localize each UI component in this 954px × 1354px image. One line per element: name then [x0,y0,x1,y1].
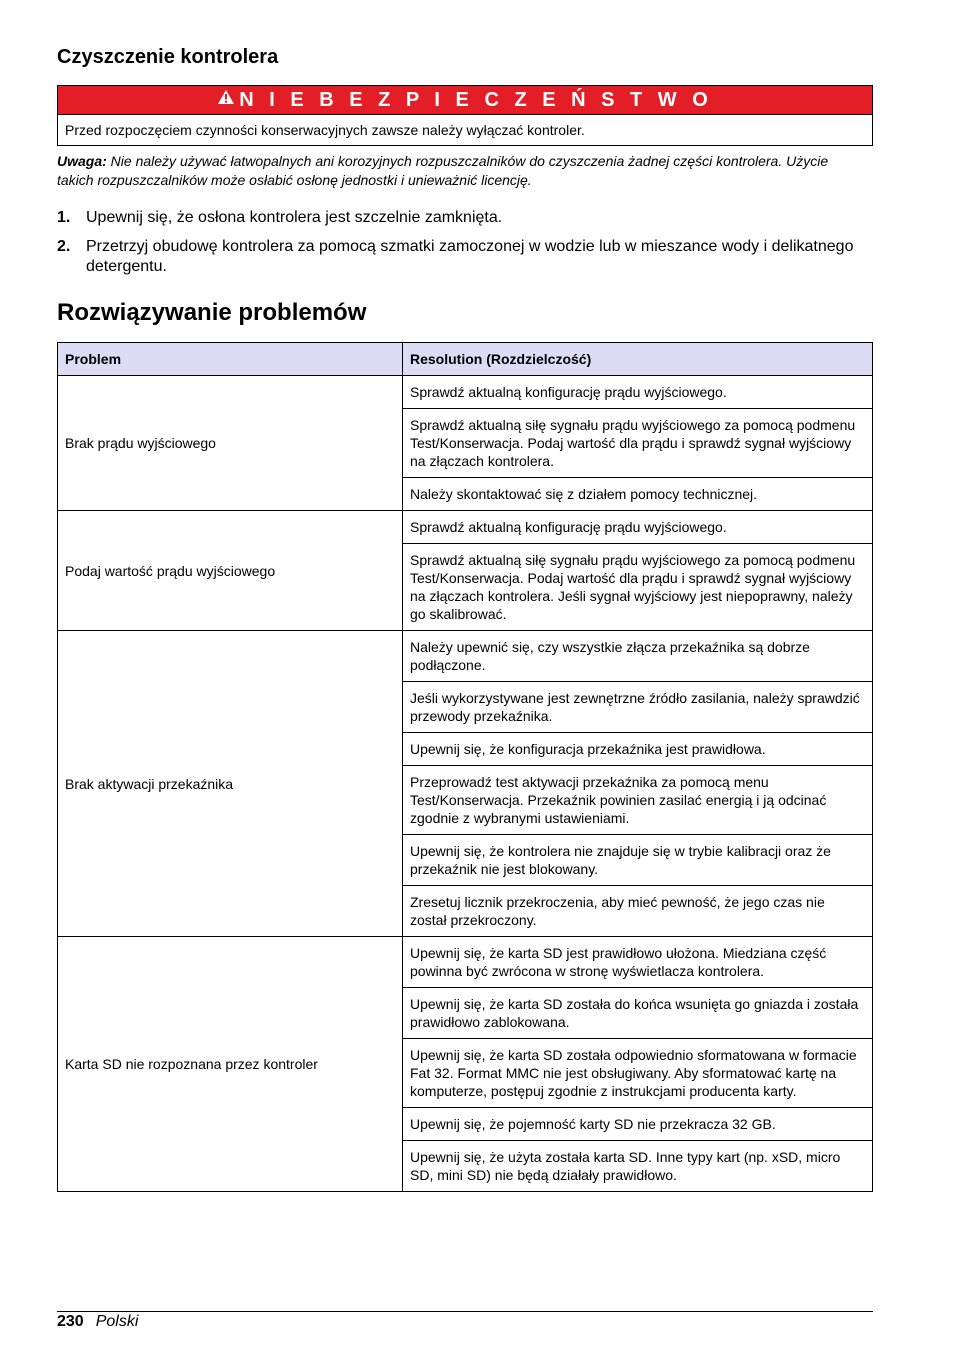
step-item [57,208,857,228]
resolution-cell: Należy skontaktować się z działem pomocy technicznej. [403,478,873,511]
resolution-cell: Przeprowadź test aktywacji przekaźnika za pomocą menu Test/Konserwacja. Przekaźnik powinien zasilać energią i ją odcinać zgodnie z wybranymi ustawieniami. [403,766,873,835]
resolution-cell: Należy upewnić się, czy wszystkie złącza przekaźnika są dobrze podłączone. [403,631,873,682]
problem-cell: Brak aktywacji przekaźnika [58,631,403,937]
resolution-cell: Upewnij się, że kontrolera nie znajduje się w trybie kalibracji oraz że przekaźnik nie jest blokowany. [403,835,873,886]
section-title-troubleshooting: Rozwiązywanie problemów [57,299,367,326]
resolution-cell: Jeśli wykorzystywane jest zewnętrzne źródło zasilania, należy sprawdzić przewody przekaźnika. [403,682,873,733]
note-label: Uwaga: [57,153,107,169]
problem-cell: Podaj wartość prądu wyjściowego [58,511,403,631]
note-text: Nie należy używać łatwopalnych ani korozyjnych rozpuszczalników do czyszczenia żadnej części kontrolera. Użycie takich rozpuszczalników może osłabić osłonę jednostki i unieważnić licencję. [57,153,829,188]
step-text: Upewnij się, że osłona kontrolera jest szczelnie zamknięta. [86,209,503,226]
column-header-problem: Problem [58,343,403,376]
step-item [57,237,857,277]
danger-text: Przed rozpoczęciem czynności konserwacyjnych zawsze należy wyłączać kontroler. [65,122,585,138]
resolution-cell: Sprawdź aktualną siłę sygnału prądu wyjściowego za pomocą podmenu Test/Konserwacja. Podaj wartość dla prądu i sprawdź sygnał wyjściowy na złączach kontrolera. [403,409,873,478]
danger-header [58,86,872,115]
resolution-cell: Upewnij się, że użyta została karta SD. Inne typy kart (np. xSD, micro SD, mini SD) nie będą działały prawidłowo. [403,1141,873,1192]
column-header-resolution: Resolution (Rozdzielczość) [403,343,873,376]
danger-label: N I E B E Z P I E C Z E Ń S T W O [239,89,713,111]
warning-triangle-icon [217,85,235,113]
table-row [58,937,873,988]
resolution-cell: Sprawdź aktualną konfigurację prądu wyjściowego. [403,376,873,409]
problem-cell: Brak prądu wyjściowego [58,376,403,511]
step-text: Przetrzyj obudowę kontrolera za pomocą szmatki zamoczonej w wodzie lub w mieszance wody i delikatnego detergentu. [86,238,854,275]
table-row [58,631,873,682]
footer [57,1312,138,1332]
resolution-cell: Sprawdź aktualną siłę sygnału prądu wyjściowego za pomocą podmenu Test/Konserwacja. Podaj wartość dla prądu i sprawdź sygnał wyjściowy na złączach kontrolera. Jeśli sygnał wyjściowy jest niepoprawny, należy go skalibrować. [403,544,873,631]
resolution-cell: Upewnij się, że pojemność karty SD nie przekracza 32 GB. [403,1108,873,1141]
step-number: 1. [57,209,71,226]
resolution-cell: Sprawdź aktualną konfigurację prądu wyjściowego. [403,511,873,544]
table-header-row [58,343,873,376]
resolution-cell: Upewnij się, że karta SD została odpowiednio sformatowana w formacie Fat 32. Format MMC nie jest obsługiwany. Aby sformatować kartę na komputerze, postępuj zgodnie z instrukcjami producenta karty. [403,1039,873,1108]
table-row [58,376,873,409]
table-body [58,376,873,1192]
resolution-cell: Upewnij się, że karta SD jest prawidłowo ułożona. Miedziana część powinna być zwrócona w stronę wyświetlacza kontrolera. [403,937,873,988]
footer-language: Polski [95,1313,139,1330]
resolution-cell: Upewnij się, że konfiguracja przekaźnika jest prawidłowa. [403,733,873,766]
danger-box [57,85,873,146]
troubleshooting-table [57,342,873,1192]
step-number: 2. [57,238,71,255]
resolution-cell: Upewnij się, że karta SD została do końca wsunięta go gniazda i została prawidłowo zablokowana. [403,988,873,1039]
table-row [58,511,873,544]
problem-cell: Karta SD nie rozpoznana przez kontroler [58,937,403,1192]
footer-divider [57,1311,873,1312]
resolution-cell: Zresetuj licznik przekroczenia, aby mieć pewność, że jego czas nie został przekroczony. [403,886,873,937]
page-number: 230 [57,1313,84,1330]
note [57,152,847,190]
cleaning-steps [57,208,857,286]
section-title-cleaning: Czyszczenie kontrolera [57,46,279,68]
